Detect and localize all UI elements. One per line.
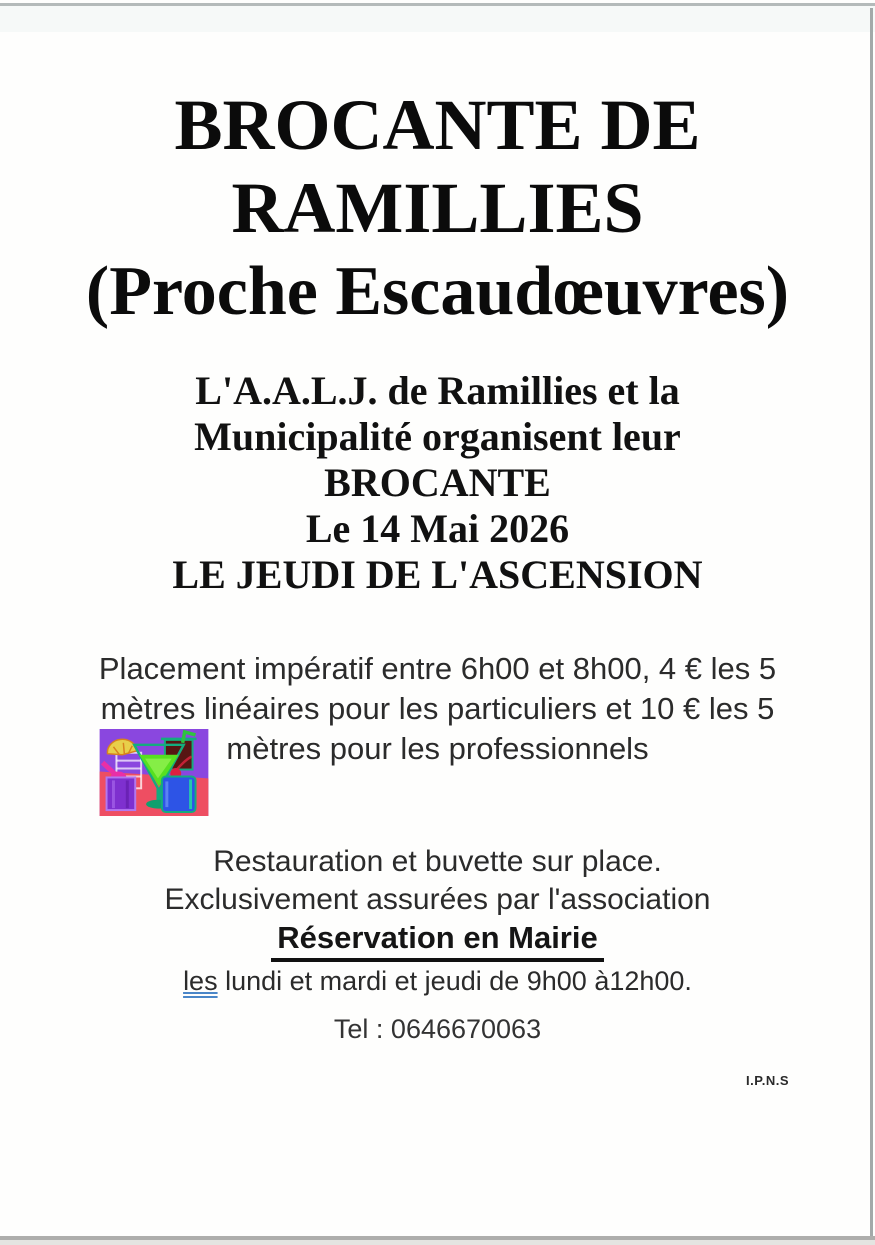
- details-line-1: Restauration et buvette sur place.: [213, 845, 662, 878]
- scan-band-top: [0, 6, 875, 32]
- placement-line-1: Placement impératif entre 6h00 et 8h00, 4 € les 5: [98, 651, 777, 686]
- reservation-text: Réservation en Mairie: [271, 919, 603, 962]
- imprint-ipns: I.P.N.S: [746, 1073, 790, 1088]
- details-info: [0, 843, 875, 1000]
- title-line-2: RAMILLIES: [231, 168, 644, 248]
- organizer-text: [0, 368, 875, 598]
- organizer-line-2: Municipalité organisent leur: [194, 414, 681, 459]
- schedule-line: [0, 962, 875, 1000]
- scan-strip-bottom: [0, 1240, 875, 1245]
- placement-line-2: mètres linéaires pour les particuliers et 10 € les 5: [100, 691, 775, 726]
- schedule-text: lundi et mardi et jeudi de 9h00 à12h00.: [217, 966, 692, 996]
- phone-number: Tel : 0646670063: [333, 1014, 542, 1044]
- title-line-1: BROCANTE DE: [174, 85, 701, 165]
- schedule-les-underlined: les: [183, 966, 218, 996]
- reservation-line: [0, 919, 875, 962]
- title-line-3: (Proche Escaudœuvres): [85, 253, 790, 330]
- event-date: Le 14 Mai 2026: [305, 506, 570, 551]
- organizer-line-3: BROCANTE: [324, 460, 551, 505]
- placement-line-3: mètres pour les professionnels: [226, 731, 649, 766]
- organizer-line-1: L'A.A.L.J. de Ramillies et la: [195, 368, 680, 413]
- organizer-line-5: LE JEUDI DE L'ASCENSION: [172, 552, 703, 597]
- poster-title: [0, 84, 875, 333]
- cocktail-drinks-image: [99, 729, 209, 816]
- details-line-2: Exclusivement assurées par l'association: [164, 883, 711, 916]
